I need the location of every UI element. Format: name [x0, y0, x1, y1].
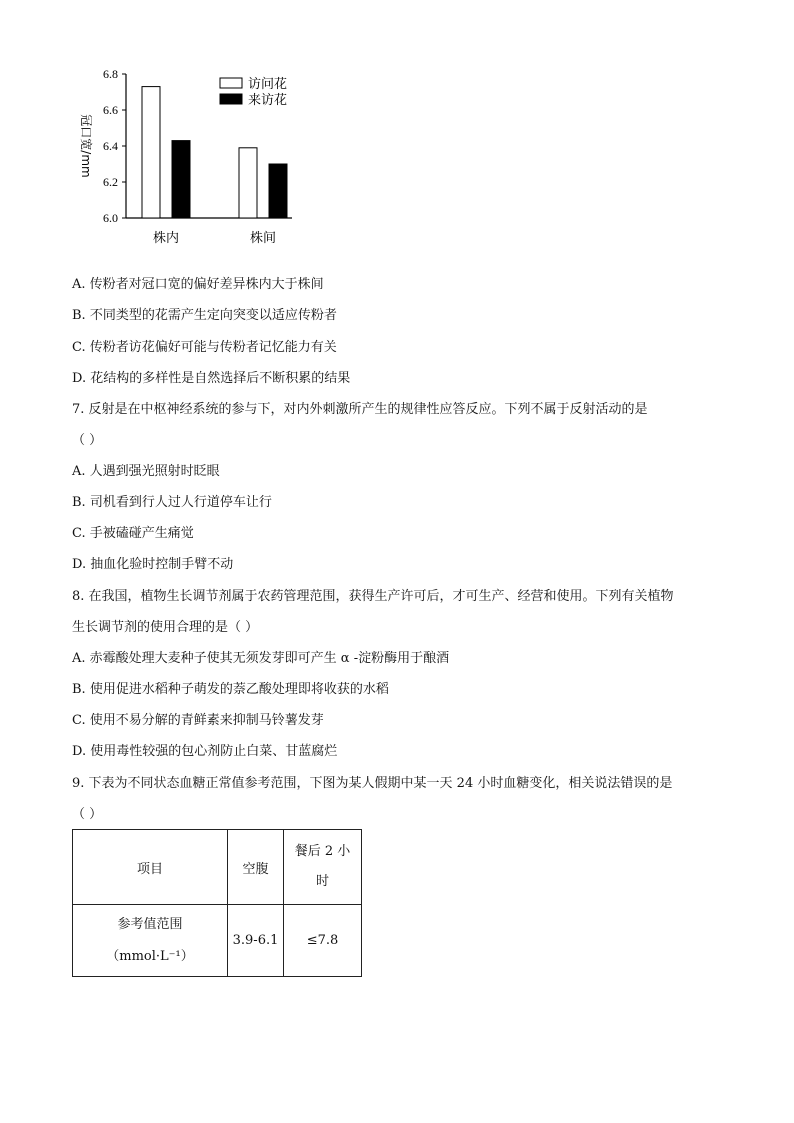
option-7a: A. 人遇到强光照射时眨眼 [72, 464, 220, 479]
legend-label-0: 访问花 [248, 77, 288, 92]
x-tick-label: 株内 [152, 231, 180, 246]
header-item: 项目 [73, 830, 228, 905]
question-7-blank: （ ） [72, 433, 103, 448]
cell-fasting: 3.9-6.1 [228, 905, 284, 977]
question-8-stem: 8. 在我国，植物生长调节剂属于农药管理范围，获得生产许可后，才可生产、经营和使用。下列有关植物 [72, 589, 674, 604]
legend-swatch-0 [220, 78, 242, 88]
row-label-line1: 参考值范围 [117, 916, 183, 932]
glucose-reference-table [72, 829, 362, 977]
option-8b: B. 使用促进水稻种子萌发的萘乙酸处理即将收获的水稻 [72, 682, 389, 697]
option-8c: C. 使用不易分解的青鲜素来抑制马铃薯发芽 [72, 713, 324, 728]
y-tick-label: 6.8 [103, 68, 118, 81]
option-7b: B. 司机看到行人过人行道停车让行 [72, 495, 272, 510]
header-after-meal-line2: 时 [315, 874, 329, 889]
legend-swatch-1 [220, 94, 242, 104]
option-7c: C. 手被磕碰产生痛觉 [72, 526, 194, 541]
y-tick-label: 6.4 [103, 139, 118, 153]
y-tick-label: 6.6 [103, 103, 118, 117]
table-row [73, 905, 362, 977]
option-6c: C. 传粉者访花偏好可能与传粉者记忆能力有关 [72, 340, 337, 355]
cell-after-meal: ≤7.8 [284, 905, 362, 977]
option-8d: D. 使用毒性较强的包心剂防止白菜、甘蓝腐烂 [72, 744, 338, 759]
question-9-blank: （ ） [72, 807, 103, 822]
question-9-stem: 9. 下表为不同状态血糖正常值参考范围，下图为某人假期中某一天 24 小时血糖变化，相关说法错误的是 [72, 776, 673, 791]
option-8a: A. 赤霉酸处理大麦种子使其无须发芽即可产生 α -淀粉酶用于酿酒 [72, 651, 450, 666]
bar-visit-1 [239, 148, 257, 218]
legend-label-1: 来访花 [248, 93, 288, 108]
header-fasting: 空腹 [228, 830, 284, 905]
option-6b: B. 不同类型的花需产生定向突变以适应传粉者 [72, 308, 337, 323]
bar-visitor-1 [269, 164, 287, 218]
question-8-stem-cont: 生长调节剂的使用合理的是（ ） [72, 620, 259, 635]
header-after-meal [284, 830, 362, 905]
header-after-meal-line1: 餐后 2 小 [294, 844, 351, 859]
question-7-stem: 7. 反射是在中枢神经系统的参与下，对内外刺激所产生的规律性应答反应。下列不属于反射活动的是 [72, 402, 648, 417]
bar-visit-0 [142, 87, 160, 218]
y-tick-label: 6.0 [103, 211, 118, 225]
y-axis-label: 冠口宽/mm [79, 114, 93, 178]
table-header-row [73, 830, 362, 905]
option-6d: D. 花结构的多样性是自然选择后不断积累的结果 [72, 371, 351, 386]
row-label-line2: （mmol·L⁻¹） [106, 948, 194, 964]
option-6a: A. 传粉者对冠口宽的偏好差异株内大于株间 [72, 277, 324, 292]
flower-bar-chart [72, 68, 312, 258]
row-label [73, 905, 228, 977]
y-tick-label: 6.2 [103, 175, 118, 189]
option-7d: D. 抽血化验时控制手臂不动 [72, 557, 234, 572]
bar-visitor-0 [172, 141, 190, 218]
x-tick-label: 株间 [249, 231, 277, 246]
